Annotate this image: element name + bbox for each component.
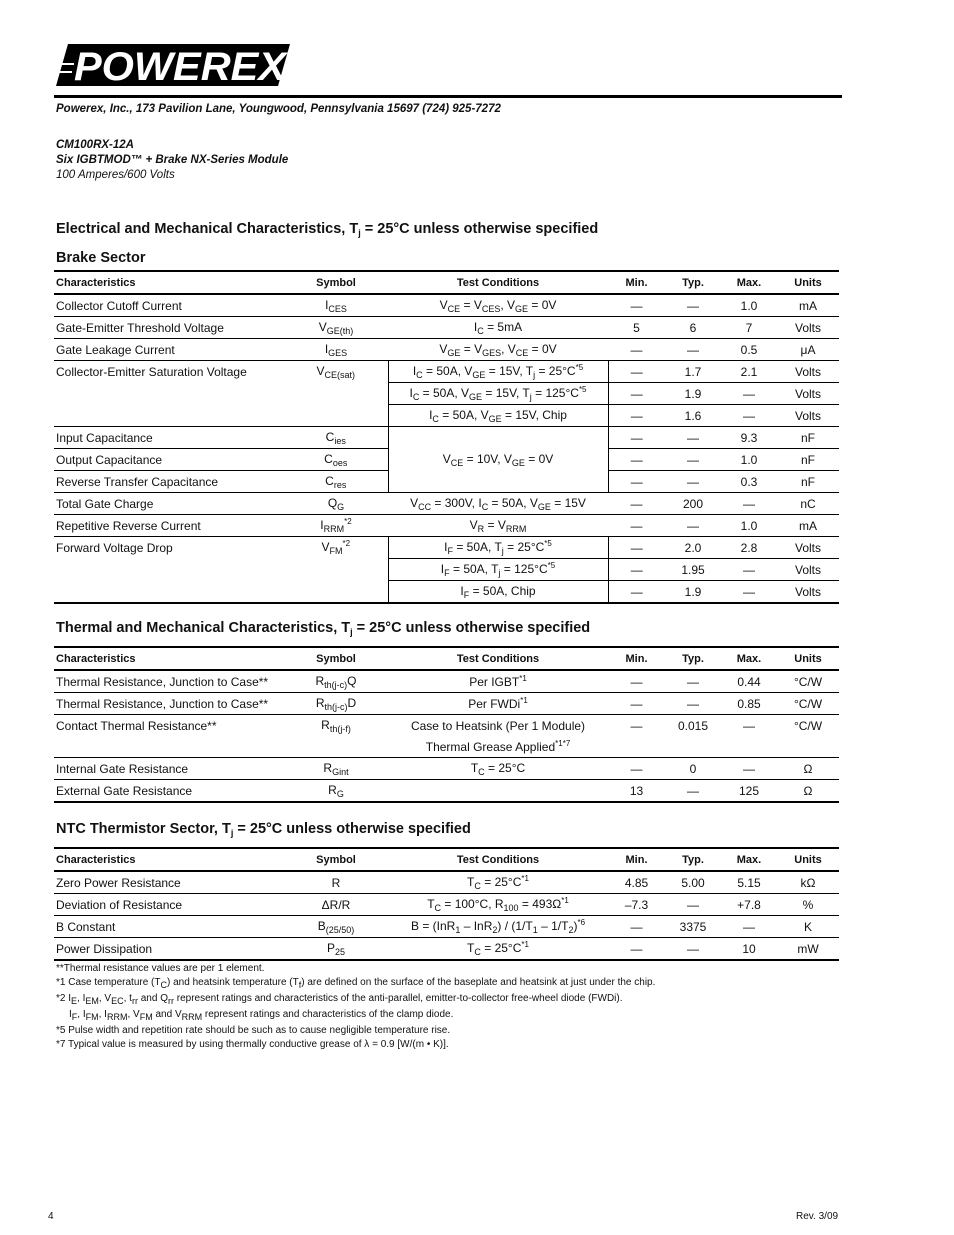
table-row: Deviation of Resistance ΔR/R $T_C = 100^\circ C$, $R_{100} = 493\Omega^{*1}$ –7.3 — +7.8 % [54, 894, 839, 916]
table-row: Thermal Resistance, Junction to Case** $R_{th(j-c)}D$ Per FWDi$^{*1}$ — — 0.85 °C/W [54, 693, 839, 715]
table-row: Power Dissipation $P_{25}$ $T_C = 25^\circ C^{*1}$ — — 10 mW [54, 938, 839, 961]
ntc-table [54, 847, 839, 961]
footnotes [56, 962, 655, 1052]
logo-text: POWEREX [74, 45, 289, 88]
footnote: *2 $I_E$, $I_{EM}$, $V_{EC}$, $t_{rr}$ and $Q_{rr}$ represent ratings and characteristics of the anti-parallel, emitter-to-collector free-wheel diode (FWDi). [56, 993, 623, 1006]
powerex-logo [54, 42, 292, 93]
table-row: Total Gate Charge $Q_G$ $V_{CC} = 300V$, $I_C = 50A$, $V_{GE} = 15V$ — 200 — nC [54, 493, 839, 515]
table-row: B Constant $B_{(25/50)}$ $B = (InR_1 - InR_2) / (1/T_1 - 1/T_2)^{*6}$ — 3375 — K [54, 916, 839, 938]
header-rule [54, 95, 842, 98]
brake-sector-title: Brake Sector [56, 250, 146, 266]
footnote: *1 Case temperature $(T_C)$ and heatsink temperature $(T_f)$ are defined on the surface of the baseplate and heatsink at just under the chip. [56, 977, 656, 990]
table-header: Characteristics Symbol Test Conditions Min. Typ. Max. Units [54, 647, 839, 670]
table-row: Gate-Emitter Threshold Voltage $V_{GE(th)}$ $I_C = 5mA$ 5 6 7 Volts [54, 317, 839, 339]
section-title-electrical: Electrical and Mechanical Characteristics, $T_j = 25^\circ C$ unless otherwise specified [56, 221, 599, 238]
part-number: CM100RX-12A [56, 139, 134, 151]
table-row: Repetitive Reverse Current $I_{RRM}^{*2}$ $V_R = V_{RRM}$ — — 1.0 mA [54, 515, 839, 537]
table-row: Thermal Grease Applied$^{*1*7}$ [54, 736, 839, 758]
table-row: Zero Power Resistance R $T_C = 25^\circ C^{*1}$ 4.85 5.00 5.15 kΩ [54, 871, 839, 894]
table-row: $I_F = 50A$, $T_j = 125^\circ C^{*5}$ — 1.95 — Volts [54, 559, 839, 581]
table-row: Contact Thermal Resistance** $R_{th(j-f)}$ Case to Heatsink (Per 1 Module) — 0.015 — °C/W [56, 717, 823, 734]
footnote: *7 Typical value is measured by using thermally conductive grease of λ = 0.9 [W/(m • K)]. [56, 1039, 449, 1050]
logo-graphic [54, 42, 292, 88]
table-row: $I_C = 50A$, $V_{GE} = 15V$, $T_j = 125^\circ C^{*5}$ — 1.9 — Volts [54, 383, 839, 405]
table-row: Thermal Resistance, Junction to Case** $R_{th(j-c)}Q$ Per IGBT$^{*1}$ — — 0.44 °C/W [54, 670, 839, 693]
part-block [56, 138, 288, 183]
footnote: *5 Pulse width and repetition rate should be such as to cause negligible temperature rise. [56, 1025, 451, 1036]
thermal-table [54, 646, 839, 803]
part-description: Six IGBTMOD™ + Brake NX-Series Module [56, 154, 289, 166]
table-row: Internal Gate Resistance $R_{Gint}$ $T_C = 25^\circ C$ — 0 — Ω [54, 758, 839, 780]
table-row: External Gate Resistance $R_G$ 13 — 125 Ω [54, 780, 839, 803]
table-row: Reverse Transfer Capacitance $C_{res}$ — — 0.3 nF [54, 471, 839, 493]
table-row: Forward Voltage Drop $V_{FM}^{*2}$ $I_F = 50A$, $T_j = 25^\circ C^{*5}$ — 2.0 2.8 Volts [54, 537, 839, 559]
footnote: $I_F$, $I_{FM}$, $I_{RRM}$, $V_{FM}$ and $V_{RRM}$ represent ratings and characteristics of the clamp diode. [69, 1009, 454, 1022]
brake-sector-table [54, 270, 839, 604]
page-number: 4 [48, 1211, 54, 1222]
section-title-ntc: NTC Thermistor Sector, $T_j = 25^\circ C$ unless otherwise specified [56, 821, 471, 838]
table-row: Collector Cutoff Current $I_{CES}$ $V_{CE} = V_{CES}$, $V_{GE} = 0V$ — — 1.0 mA [54, 294, 839, 317]
table-row: $I_F = 50A$, Chip — 1.9 — Volts [54, 581, 839, 604]
table-row: Gate Leakage Current $I_{GES}$ $V_{GE} = V_{GES}$, $V_{CE} = 0V$ — — 0.5 μA [54, 339, 839, 361]
company-address: Powerex, Inc., 173 Pavilion Lane, Youngwood, Pennsylvania 15697 (724) 925-7272 [56, 103, 501, 115]
revision: Rev. 3/09 [796, 1211, 839, 1222]
part-rating: 100 Amperes/600 Volts [56, 169, 175, 181]
table-row: Collector-Emitter Saturation Voltage $V_{CE(sat)}$ $I_C = 50A$, $V_{GE} = 15V$, $T_j = 25^\circ C^{*5}$ — 1.7 2.1 Volts [54, 361, 839, 383]
table-row: Input Capacitance $C_{ies}$ $V_{CE} = 10V$, $V_{GE} = 0V$ — — 9.3 nF [54, 427, 839, 449]
section-title-thermal: Thermal and Mechanical Characteristics, $T_j = 25^\circ C$ unless otherwise specified [56, 620, 591, 637]
table-row: $I_C = 50A$, $V_{GE} = 15V$, Chip — 1.6 — Volts [54, 405, 839, 427]
table-header: Characteristics Symbol Test Conditions Min. Typ. Max. Units [54, 271, 839, 294]
table-header: Characteristics Symbol Test Conditions Min. Typ. Max. Units [54, 848, 839, 871]
footnote: **Thermal resistance values are per 1 element. [56, 963, 265, 974]
table-row: Output Capacitance $C_{oes}$ — — 1.0 nF [54, 449, 839, 471]
